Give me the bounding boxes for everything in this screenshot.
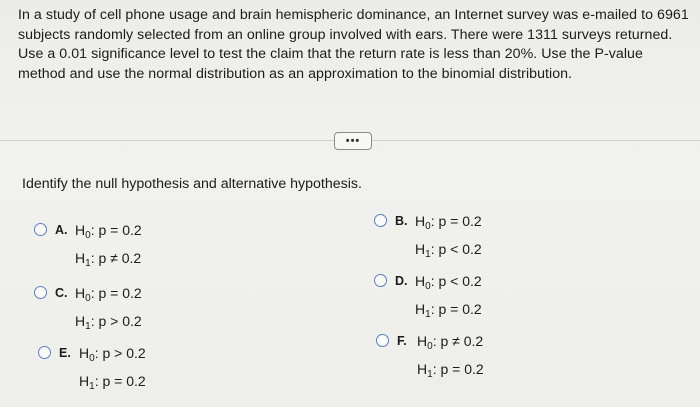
option-letter: C.: [55, 286, 68, 300]
option-e[interactable]: [38, 345, 146, 398]
alternative-hypothesis: $H_1$: p = 0.2: [417, 361, 484, 380]
null-hypothesis: $H_0$: p ≠ 0.2: [417, 333, 484, 352]
hypotheses: [415, 270, 482, 326]
null-hypothesis: $H_0$: p = 0.2: [75, 285, 142, 304]
problem-statement: In a study of cell phone usage and brain hemispheric dominance, an Internet survey was e-mailed to 6961 subjects randomly selected from an online group involved with ears. There were 1311 surveys returned. Use a 0.01 significance level to test the claim that the return rate is less than 20%. Use the P-value method and use the normal distribution as an approximation to the binomial distribution.: [18, 7, 689, 82]
option-c[interactable]: [34, 285, 142, 338]
option-f[interactable]: [376, 333, 484, 386]
option-letter: A.: [55, 223, 68, 237]
null-hypothesis: $H_0$: p > 0.2: [79, 345, 146, 364]
option-letter: B.: [395, 214, 408, 228]
option-letter: D.: [395, 274, 408, 288]
more-options-button[interactable]: •••: [334, 132, 372, 150]
option-d[interactable]: [374, 273, 482, 326]
radio-button-a[interactable]: [34, 223, 47, 236]
radio-button-e[interactable]: [38, 346, 51, 359]
option-a[interactable]: [34, 222, 142, 275]
radio-button-d[interactable]: [374, 274, 387, 287]
null-hypothesis: $H_0$: p = 0.2: [415, 213, 482, 232]
null-hypothesis: $H_0$: p < 0.2: [415, 273, 482, 292]
radio-button-b[interactable]: [374, 214, 387, 227]
hypotheses: [417, 330, 484, 386]
alternative-hypothesis: $H_1$: p = 0.2: [415, 301, 482, 320]
hypotheses: [79, 342, 146, 398]
hypotheses: [75, 219, 142, 275]
radio-button-f[interactable]: [376, 334, 389, 347]
question-prompt: Identify the null hypothesis and alternative hypothesis.: [22, 176, 362, 192]
alternative-hypothesis: $H_1$: p ≠ 0.2: [75, 250, 142, 269]
option-b[interactable]: [374, 213, 482, 266]
hypotheses: [415, 210, 482, 266]
hypotheses: [75, 282, 142, 338]
option-letter: F.: [397, 334, 407, 348]
alternative-hypothesis: $H_1$: p < 0.2: [415, 241, 482, 260]
alternative-hypothesis: $H_1$: p > 0.2: [75, 313, 142, 332]
radio-button-c[interactable]: [34, 286, 47, 299]
option-letter: E.: [59, 346, 71, 360]
alternative-hypothesis: $H_1$: p = 0.2: [79, 373, 146, 392]
null-hypothesis: $H_0$: p = 0.2: [75, 222, 142, 241]
